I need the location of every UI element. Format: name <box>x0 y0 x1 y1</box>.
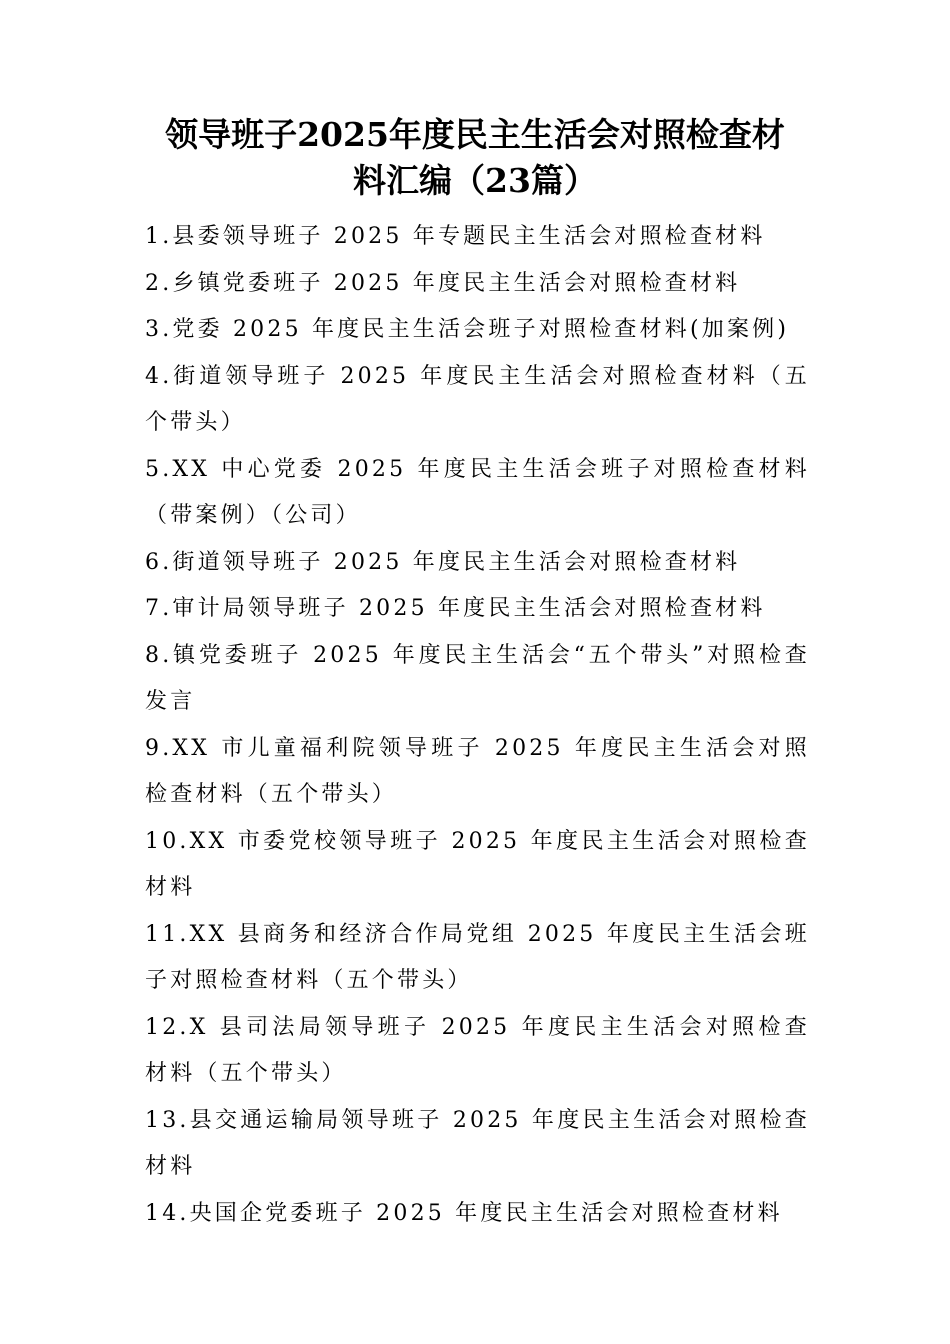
toc-link[interactable]: 14.央国企党委班子 2025 年度民主生活会对照检查材料 <box>145 1200 783 1226</box>
toc-item-2[interactable] <box>145 261 810 308</box>
toc-link[interactable]: 13.县交通运输局领导班子 2025 年度民主生活会对照检查材料 <box>145 1107 810 1179</box>
toc-item-7[interactable] <box>145 586 810 633</box>
toc-link[interactable]: 1.县委领导班子 2025 年专题民主生活会对照检查材料 <box>145 224 766 249</box>
toc-item-9[interactable] <box>145 726 810 819</box>
toc-link[interactable]: 4.街道领导班子 2025 年度民主生活会对照检查材料（五个带头） <box>145 363 810 435</box>
toc-link[interactable]: 6.街道领导班子 2025 年度民主生活会对照检查材料 <box>145 549 741 575</box>
toc-link[interactable]: 9.XX 市儿童福利院领导班子 2025 年度民主生活会对照检查材料（五个带头） <box>145 735 810 807</box>
toc-item-10[interactable] <box>145 819 810 912</box>
toc-link[interactable]: 8.镇党委班子 2025 年度民主生活会“五个带头”对照检查发言 <box>145 642 810 714</box>
toc-link[interactable]: 11.XX 县商务和经济合作局党组 2025 年度民主生活会班子对照检查材料（五个带头） <box>145 921 810 993</box>
toc-item-5[interactable] <box>145 447 810 540</box>
toc-item-8[interactable] <box>145 633 810 726</box>
toc-link[interactable]: 3.党委 2025 年度民主生活会班子对照检查材料(加案例) <box>145 317 790 342</box>
toc-link[interactable]: 12.X 县司法局领导班子 2025 年度民主生活会对照检查材料（五个带头） <box>145 1014 810 1086</box>
toc-item-3[interactable] <box>145 307 810 354</box>
title-line-2: 料汇编（23篇） <box>353 161 597 200</box>
toc-item-14[interactable] <box>145 1191 810 1238</box>
table-of-contents <box>145 214 810 1237</box>
toc-item-4[interactable] <box>145 354 810 447</box>
toc-item-12[interactable] <box>145 1005 810 1098</box>
toc-item-11[interactable] <box>145 912 810 1005</box>
toc-link[interactable]: 10.XX 市委党校领导班子 2025 年度民主生活会对照检查材料 <box>145 828 810 900</box>
toc-item-6[interactable] <box>145 540 810 587</box>
toc-link[interactable]: 7.审计局领导班子 2025 年度民主生活会对照检查材料 <box>145 596 766 621</box>
toc-item-13[interactable] <box>145 1098 810 1191</box>
document-title <box>140 112 810 204</box>
toc-link[interactable]: 5.XX 中心党委 2025 年度民主生活会班子对照检查材料（带案例）（公司） <box>145 456 810 528</box>
toc-item-1[interactable] <box>145 214 810 261</box>
title-line-1: 领导班子2025年度民主生活会对照检查材 <box>165 115 785 154</box>
toc-link[interactable]: 2.乡镇党委班子 2025 年度民主生活会对照检查材料 <box>145 270 741 296</box>
